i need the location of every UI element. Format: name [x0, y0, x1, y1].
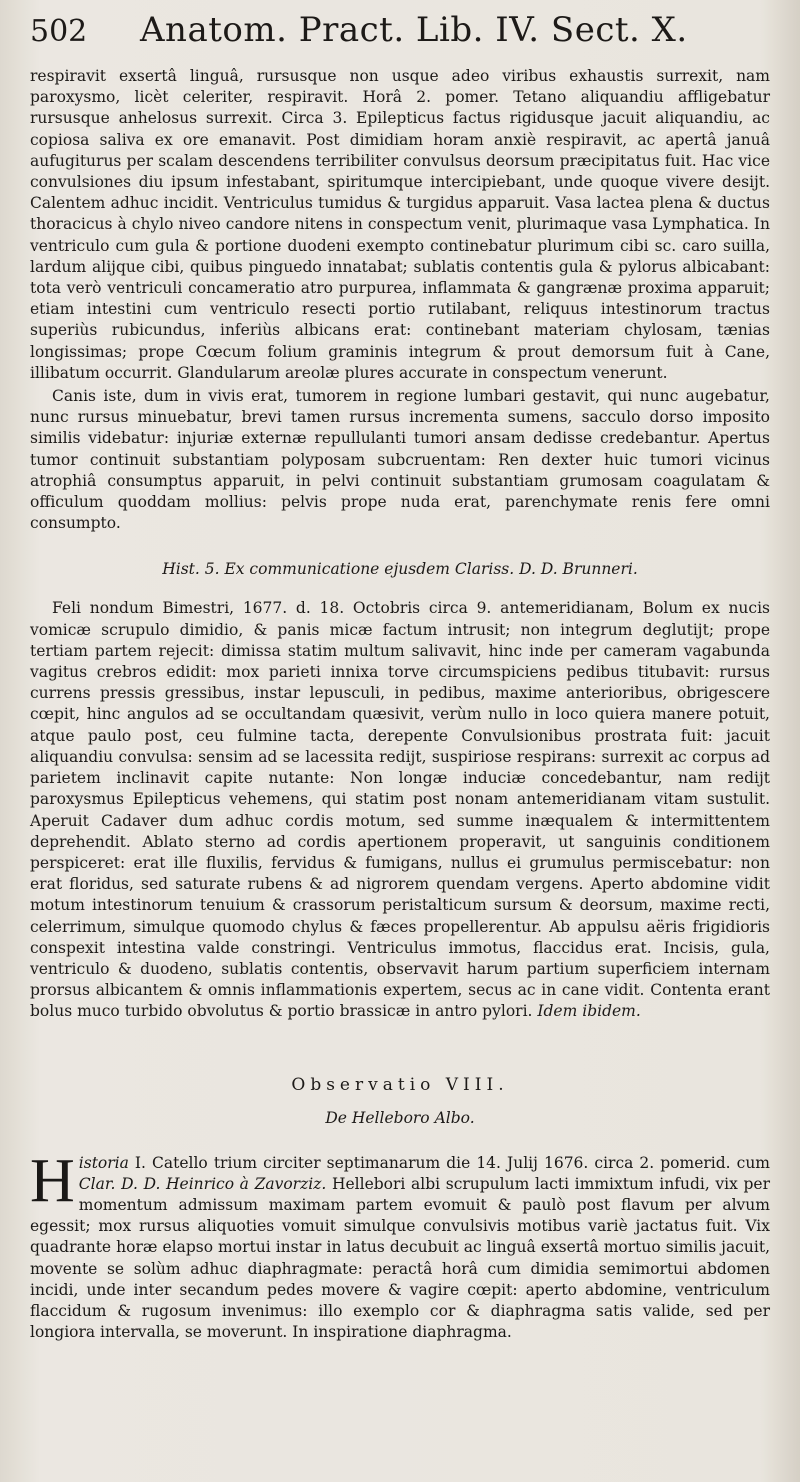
observation-subtitle: De Helleboro Albo.: [325, 1108, 475, 1127]
paragraph-4-lead: istoria: [78, 1153, 129, 1172]
paragraph-1: respiravit exsertâ linguâ, rursusque non usque adeo viribus exhaustis surrexit, nam paroxysmo, licèt celeriter, respiravit. Horâ 2. pomer. Tetano aliquandiu affligebatur rursusque anhelosus surrexit. Circa 3. Epilepticus factus rigidusque jacuit aliquandiu, ac copiosa saliva ex ore emanavit. Post dimidiam horam anxiè respiravit, ac apertâ januâ aufugiturus per scalam descendens terribiliter convulsus deorsum præcipitatus fuit. Hac vice convulsiones diu ipsum infestabant, spiritumque intercipiebant, unde quoque vivere desijt. Calentem adhuc incidit. Ventriculus tumidus & turgidus apparuit. Vasa lactea plena & ductus thoracicus à chylo niveo candore nitens in conspectum venit, plurimaque vasa Lymphatica. In ventriculo cum gula & portione duodeni exempto continebatur plurimum cibi sc. caro suilla, lardum alijque cibi, quibus pinguedo innatabat; sublatis contentis gula & pylorus albicabant: tota verò ventriculi concameratio atro purpurea, inflammata & gangrænæ proxima apparuit; etiam intestini cum ventriculo resecti portio rutilabant, reliquus intestinorum tractus superiùs rubicundus, inferiùs albicans erat: continebant materiam chylosam, tænias longissimas; prope Cœcum folium graminis integrum & prout demorsum fuit à Cane, illibatum occurrit. Glandularum areolæ plures accurate in conspectum venerunt.: [30, 67, 770, 382]
paragraph-3-text: Feli nondum Bimestri, 1677. d. 18. Octobris circa 9. antemeridianam, Bolum ex nucis vomicæ scrupulo dimidio, & panis micæ factum intrusit; non integrum deglutijt; prope tertiam partem rejecit: dimissa statim multum salivavit, hinc inde per cameram vagabunda vagitus crebros edidit: mox parieti innixa torve circumspiciens pedibus titubavit: rursus currens pressis gressibus, instar lepusculi, in pedibus, maxime anterioribus, obrigescere cœpit, hinc angulos ad se occultandam quæsivit, verùm nullo in loco quiera manere potuit, atque paulo post, ceu fulmine tacta, derepente Convulsionibus prostrata fuit: jacuit aliquandiu convulsa: sensim ad se lacessita redijt, suspiriose respirans: surrexit ac corpus ad parietem inclinavit capite nutante: Non longæ induciæ concedebantur, nam redijt paroxysmus Epilepticus vehemens, qui statim post nonam antemeridianam vitam sustulit. Aperuit Cadaver dum adhuc cordis motum, sed summe inæqualem & intermittentem deprehendit. Ablato sterno ad cordis apertionem properavit, ut sanguinis conditionem perspiceret: erat ille fluxilis, fervidus & fumigans, nullus ei grumulus permiscebatur: non erat floridus, sed saturate rubens & ad nigrorem quendam vergens. Aperto abdomine vidit motum intestinorum tenuium & crassorum peristalticum sursum & deorsum, maxime recti, celerrimum, simulque quomodo chylus & fæces propellerentur. Ab appulsu aëris frigidioris conspexit intestina valde constringi. Ventriculus immotus, flaccidus erat. Incisis, gula, ventriculo & duodeno, sublatis contentis, observavit harum partium superficiem internam prorsus albicantem & omnis inflammationis expertem, secus ac in cane vidit. Contenta erant bolus muco turbido obvolutus & portio brassicæ in antro pylori.: [30, 599, 770, 1021]
page-number: 502: [30, 14, 88, 49]
drop-cap: H: [30, 1146, 75, 1215]
paragraph-4-person: Clar. D. D. Heinrico à Zavorziz.: [78, 1174, 327, 1193]
paragraph-4-text-a: I. Catello trium circiter septimanarum die 14. Julij 1676. circa 2. pomerid. cum: [128, 1153, 770, 1172]
main-text: [30, 66, 770, 1343]
page-header: [30, 10, 770, 66]
paragraph-2: Canis iste, dum in vivis erat, tumorem in regione lumbari gestavit, qui nunc augebatur, nunc rursus minuebatur, brevi tamen rursus incrementa sumens, sacculo dorso imposito similis videbatur: injuriæ externæ repullulanti tumori ansam dedisse credebantur. Apertus tumor continuit substantiam polyposam subcruentam: Ren dexter huic tumori vicinus atrophiâ consumptus apparuit, in pelvi continuit substantiam grumosam coagulatam & officulum quoddam mollius: pelvis prope nuda erat, parenchymate renis fere omni consumpto.: [30, 387, 770, 533]
source-heading: Hist. 5. Ex communicatione ejusdem Clariss. D. D. Brunneri.: [162, 560, 638, 579]
paragraph-4-text-b: Hellebori albi scrupulum lacti immixtum infudi, vix per momentum admissum maximam partem evomuit & paulò post flavum per alvum egessit; mox rursus aliquoties vomuit simulque convulsivis motibus variè jactatus fuit. Vix quadrante horæ elapso mortui instar in latus decubuit ac linguâ exsertâ mortuo similis jacuit, movente se solùm adhuc diaphragmate: peractâ horâ cum dimidia semimortui abdomen incidi, unde inter secandum pedes movere & vagire cœpit: aperto abdomine, ventriculum flaccidum & rugosum invenimus: illo exemplo cor & diaphragma satis valide, sed per longiora intervalla, se moverunt. In inspiratione diaphragma.: [30, 1174, 771, 1342]
paragraph-4: [30, 1146, 771, 1344]
observation-title: Observatio VIII.: [291, 1074, 509, 1095]
ibidem-note: Idem ibidem.: [537, 1002, 641, 1021]
paragraph-3: [30, 598, 770, 1022]
running-head: Anatom. Pract. Lib. IV. Sect. X.: [140, 10, 688, 50]
